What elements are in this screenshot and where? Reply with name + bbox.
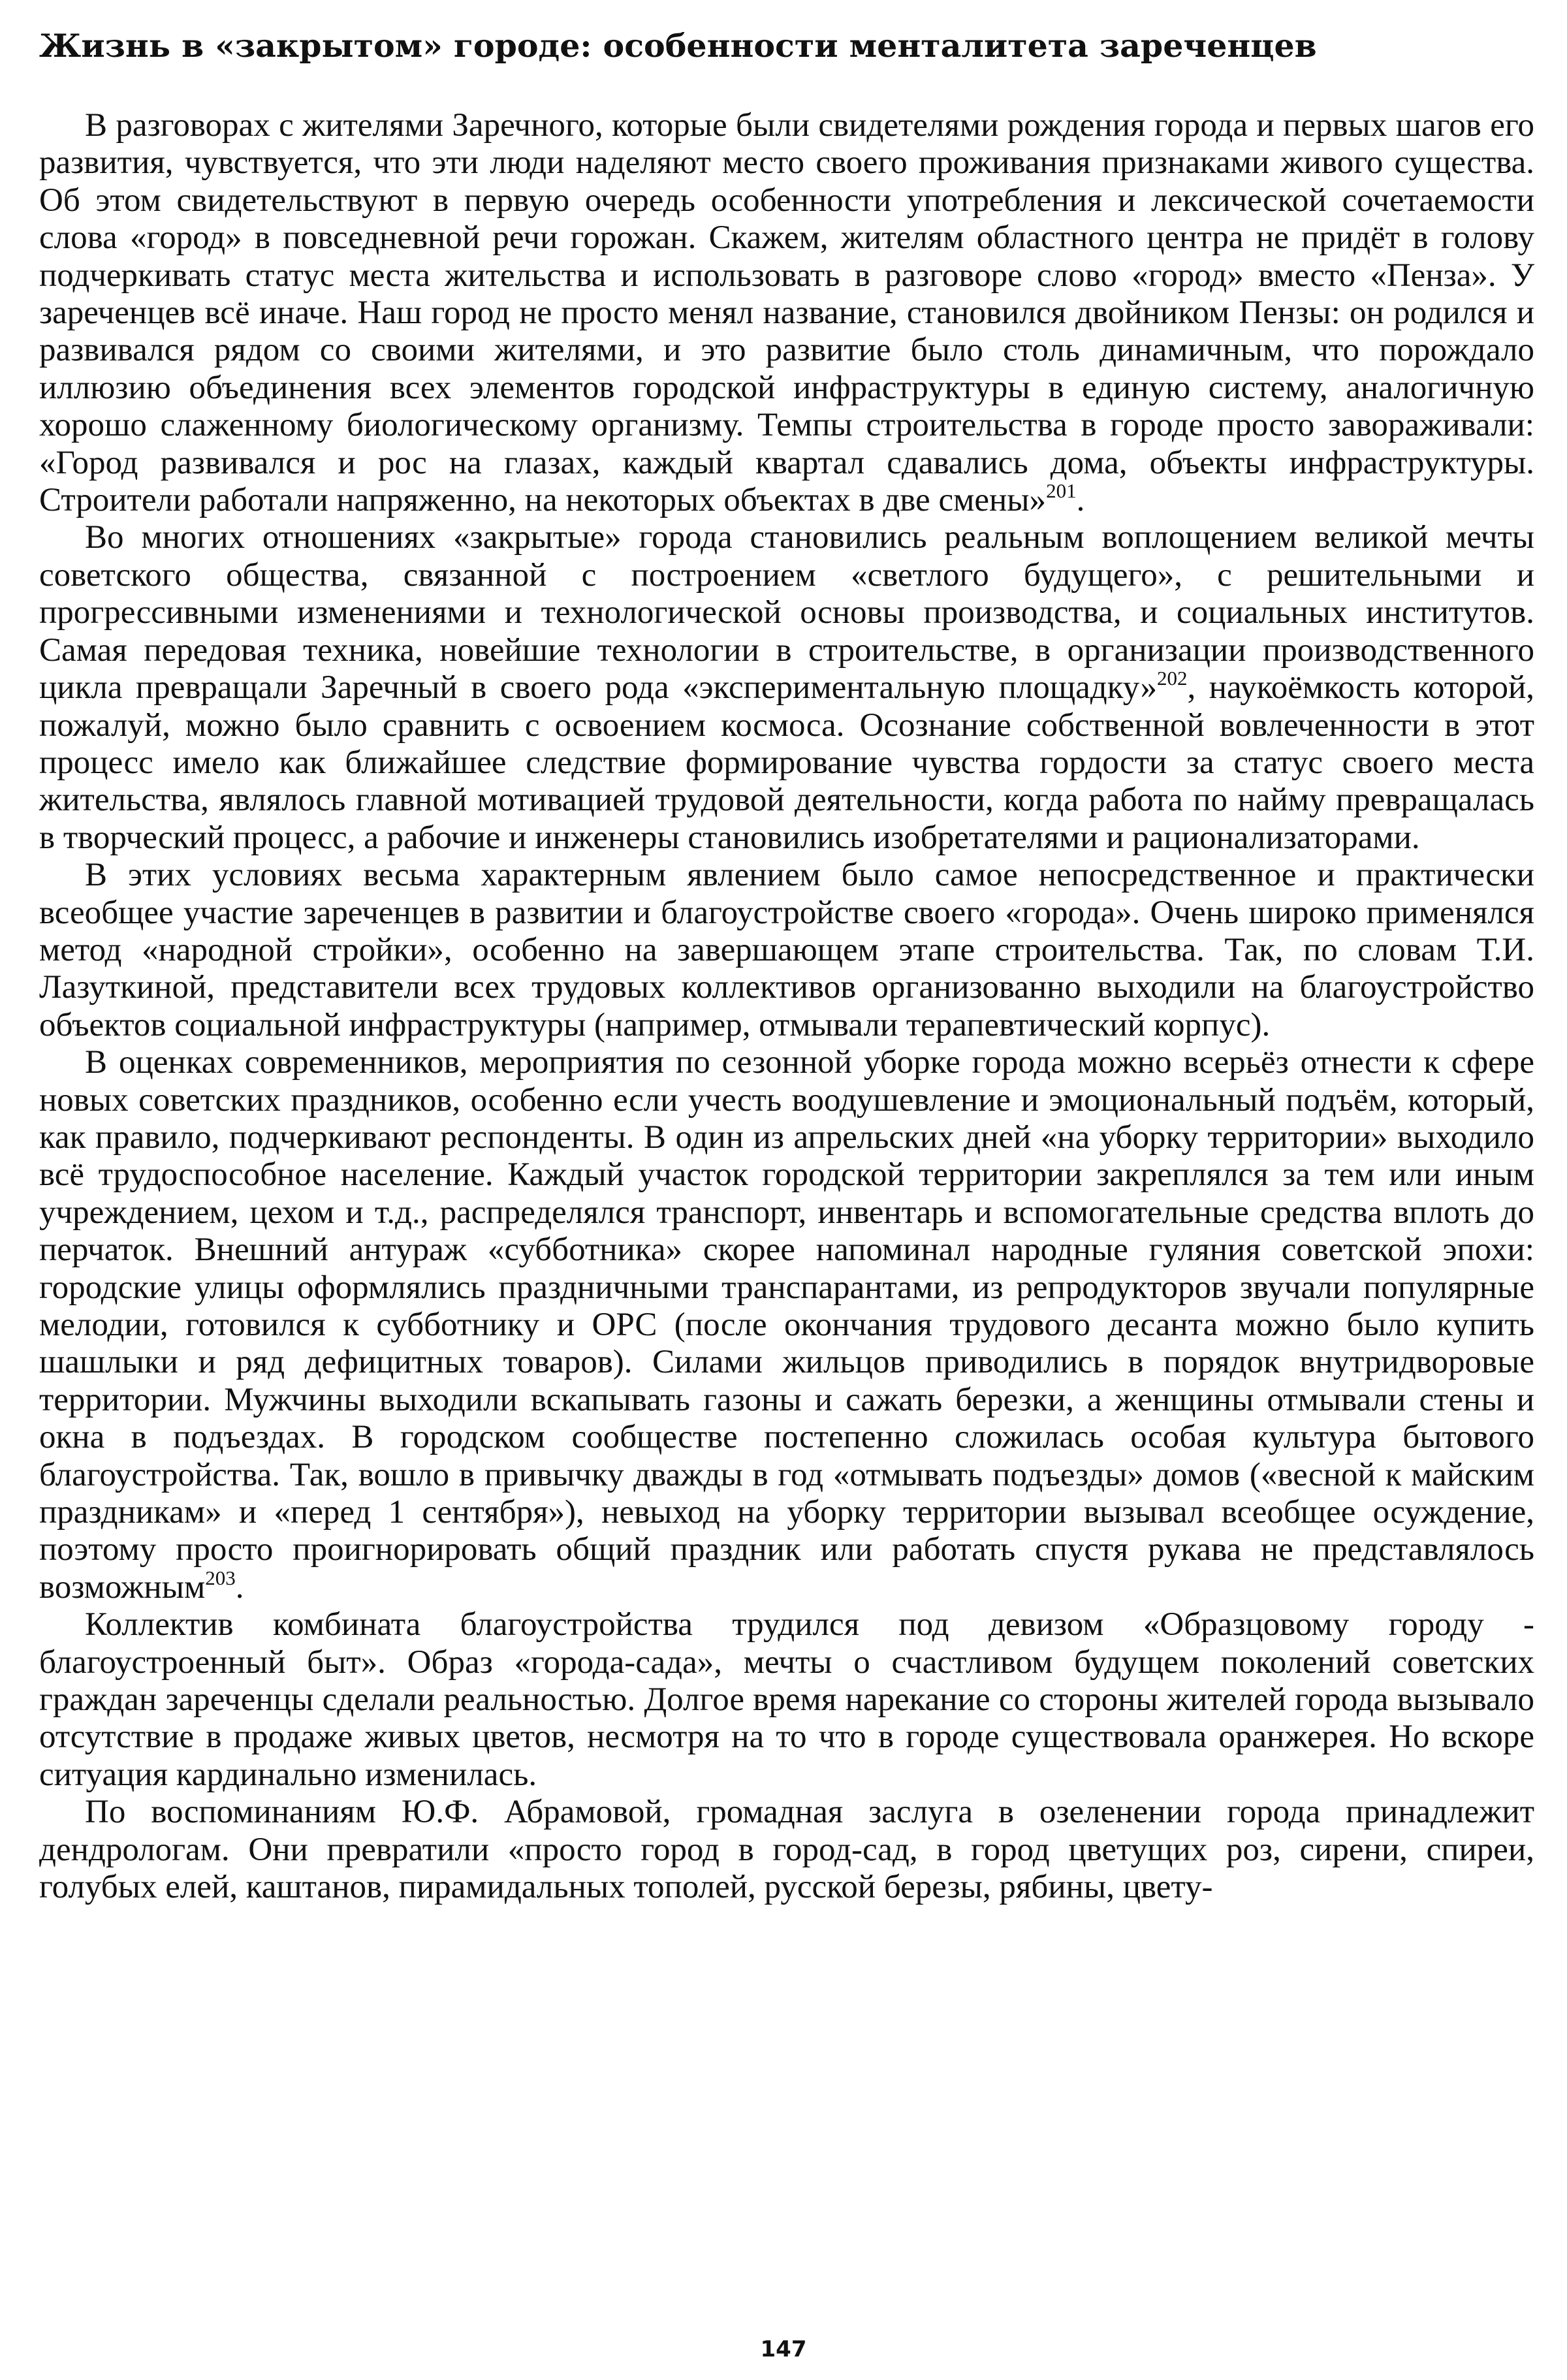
body-text bbox=[39, 107, 1534, 1907]
paragraph-6 bbox=[39, 1794, 1534, 1906]
paragraph-tail: . bbox=[235, 1568, 244, 1606]
paragraph-1 bbox=[39, 107, 1534, 519]
paragraph-text: Во многих отношениях «закрытые» города становились реальным воплощением великой мечты советского общества, связанной с построением «светлого будущего», с решительными и прогрессивными изменениями и технологической основы производства, и социальных институтов. Самая передовая техника, новейшие технологии в строительстве, в организации производственного цикла превращали Заречный в своего рода «экспериментальную площадку» bbox=[39, 519, 1534, 706]
paragraph-tail: , наукоёмкость которой, пожалуй, можно было сравнить с освоением космоса. Осознание собственной вовлеченности в этот процесс имело как ближайшее следствие формирование чувства гордости за статус своего места жительства, являлось главной мотивацией трудовой деятельности, когда работа по найму превращалась в творческий процесс, а рабочие и инженеры становились изобретателями и рационализаторами. bbox=[39, 669, 1534, 856]
footnote-ref-202: 202 bbox=[1157, 667, 1188, 690]
paragraph-3 bbox=[39, 857, 1534, 1044]
paragraph-text: В оценках современников, мероприятия по сезонной уборке города можно всерьёз отнести к сфере новых советских праздников, особенно если учесть воодушевление и эмоциональный подъём, который, как правило, подчеркивают респонденты. В один из апрельских дней «на уборку территории» выходило всё трудоспособное население. Каждый участок городской территории закреплялся за тем или иным учреждением, цехом и т.д., распределялся транспорт, инвентарь и вспомогательные средства вплоть до перчаток. Внешний антураж «субботника» скорее напоминал народные гуляния советской эпохи: городские улицы оформлялись праздничными транспарантами, из репродукторов звучали популярные мелодии, готовился к субботнику и ОРС (после окончания трудового десанта можно было купить шашлыки и ряд дефицитных товаров). Силами жильцов приводились в порядок внутридворовые территории. Мужчины выходили вскапывать газоны и сажать березки, а женщины отмывали стены и окна в подъездах. В городском сообществе постепенно сложилась особая культура бытового благоустройства. Так, вошло в привычку дважды в год «отмывать подъезды» домов («весной к майским праздникам» и «перед 1 сентября»), невыход на уборку территории вызывал всеобщее осуждение, поэтому просто проигнорировать общий праздник или работать спустя рукава не представлялось возможным bbox=[39, 1044, 1534, 1606]
document-page bbox=[39, 26, 1534, 2351]
paragraph-text: В этих условиях весьма характерным явлением было самое непосредственное и практически всеобщее участие зареченцев в развитии и благоустройстве своего «города». Очень широко применялся метод «народной стройки», особенно на завершающем этапе строительства. Так, по словам Т.И. Лазуткиной, представители всех трудовых коллективов организованно выходили на благоустройство объектов социальной инфраструктуры (например, отмывали терапевтический корпус). bbox=[39, 857, 1534, 1043]
paragraph-5 bbox=[39, 1606, 1534, 1794]
paragraph-tail: . bbox=[1076, 482, 1085, 519]
footnote-ref-203: 203 bbox=[205, 1566, 236, 1589]
paragraph-text: Коллектив комбината благоустройства трудился под девизом «Образцовому городу - благоустроенный быт». Образ «города-сада», мечты о счастливом будущем поколений советских граждан зареченцы сделали реальностью. Долгое время нарекание со стороны жителей города вызывало отсутствие в продаже живых цветов, несмотря на то что в городе существовала оранжерея. Но вскоре ситуация кардинально изменилась. bbox=[39, 1606, 1534, 1793]
page-number: 147 bbox=[760, 2336, 807, 2362]
section-title: Жизнь в «закрытом» городе: особенности менталитета зареченцев bbox=[39, 27, 1317, 65]
paragraph-text: По воспоминаниям Ю.Ф. Абрамовой, громадная заслуга в озеленении города принадлежит дендрологам. Они превратили «просто город в город-сад, в город цветущих роз, сирени, спиреи, голубых елей, каштанов, пирамидальных тополей, русской березы, рябины, цвету- bbox=[39, 1794, 1534, 1906]
paragraph-4 bbox=[39, 1044, 1534, 1606]
paragraph-2 bbox=[39, 519, 1534, 857]
footnote-ref-201: 201 bbox=[1046, 479, 1077, 503]
paragraph-text: В разговорах с жителями Заречного, которые были свидетелями рождения города и первых шагов его развития, чувствуется, что эти люди наделяют место своего проживания признаками живого существа. Об этом свидетельствуют в первую очередь особенности употребления и лексической сочетаемости слова «город» в повседневной речи горожан. Скажем, жителям областного центра не придёт в голову подчеркивать статус места жительства и использовать в разговоре слово «город» вместо «Пенза». У зареченцев всё иначе. Наш город не просто менял название, становился двойником Пензы: он родился и развивался рядом со своими жителями, и это развитие было столь динамичным, что порождало иллюзию объединения всех элементов городской инфраструктуры в единую систему, аналогичную хорошо слаженному биологическому организму. Темпы строительства в городе просто завораживали: «Город развивался и рос на глазах, каждый квартал сдавались дома, объекты инфраструктуры. Строители работали напряженно, на некоторых объектах в две смены» bbox=[39, 107, 1534, 519]
